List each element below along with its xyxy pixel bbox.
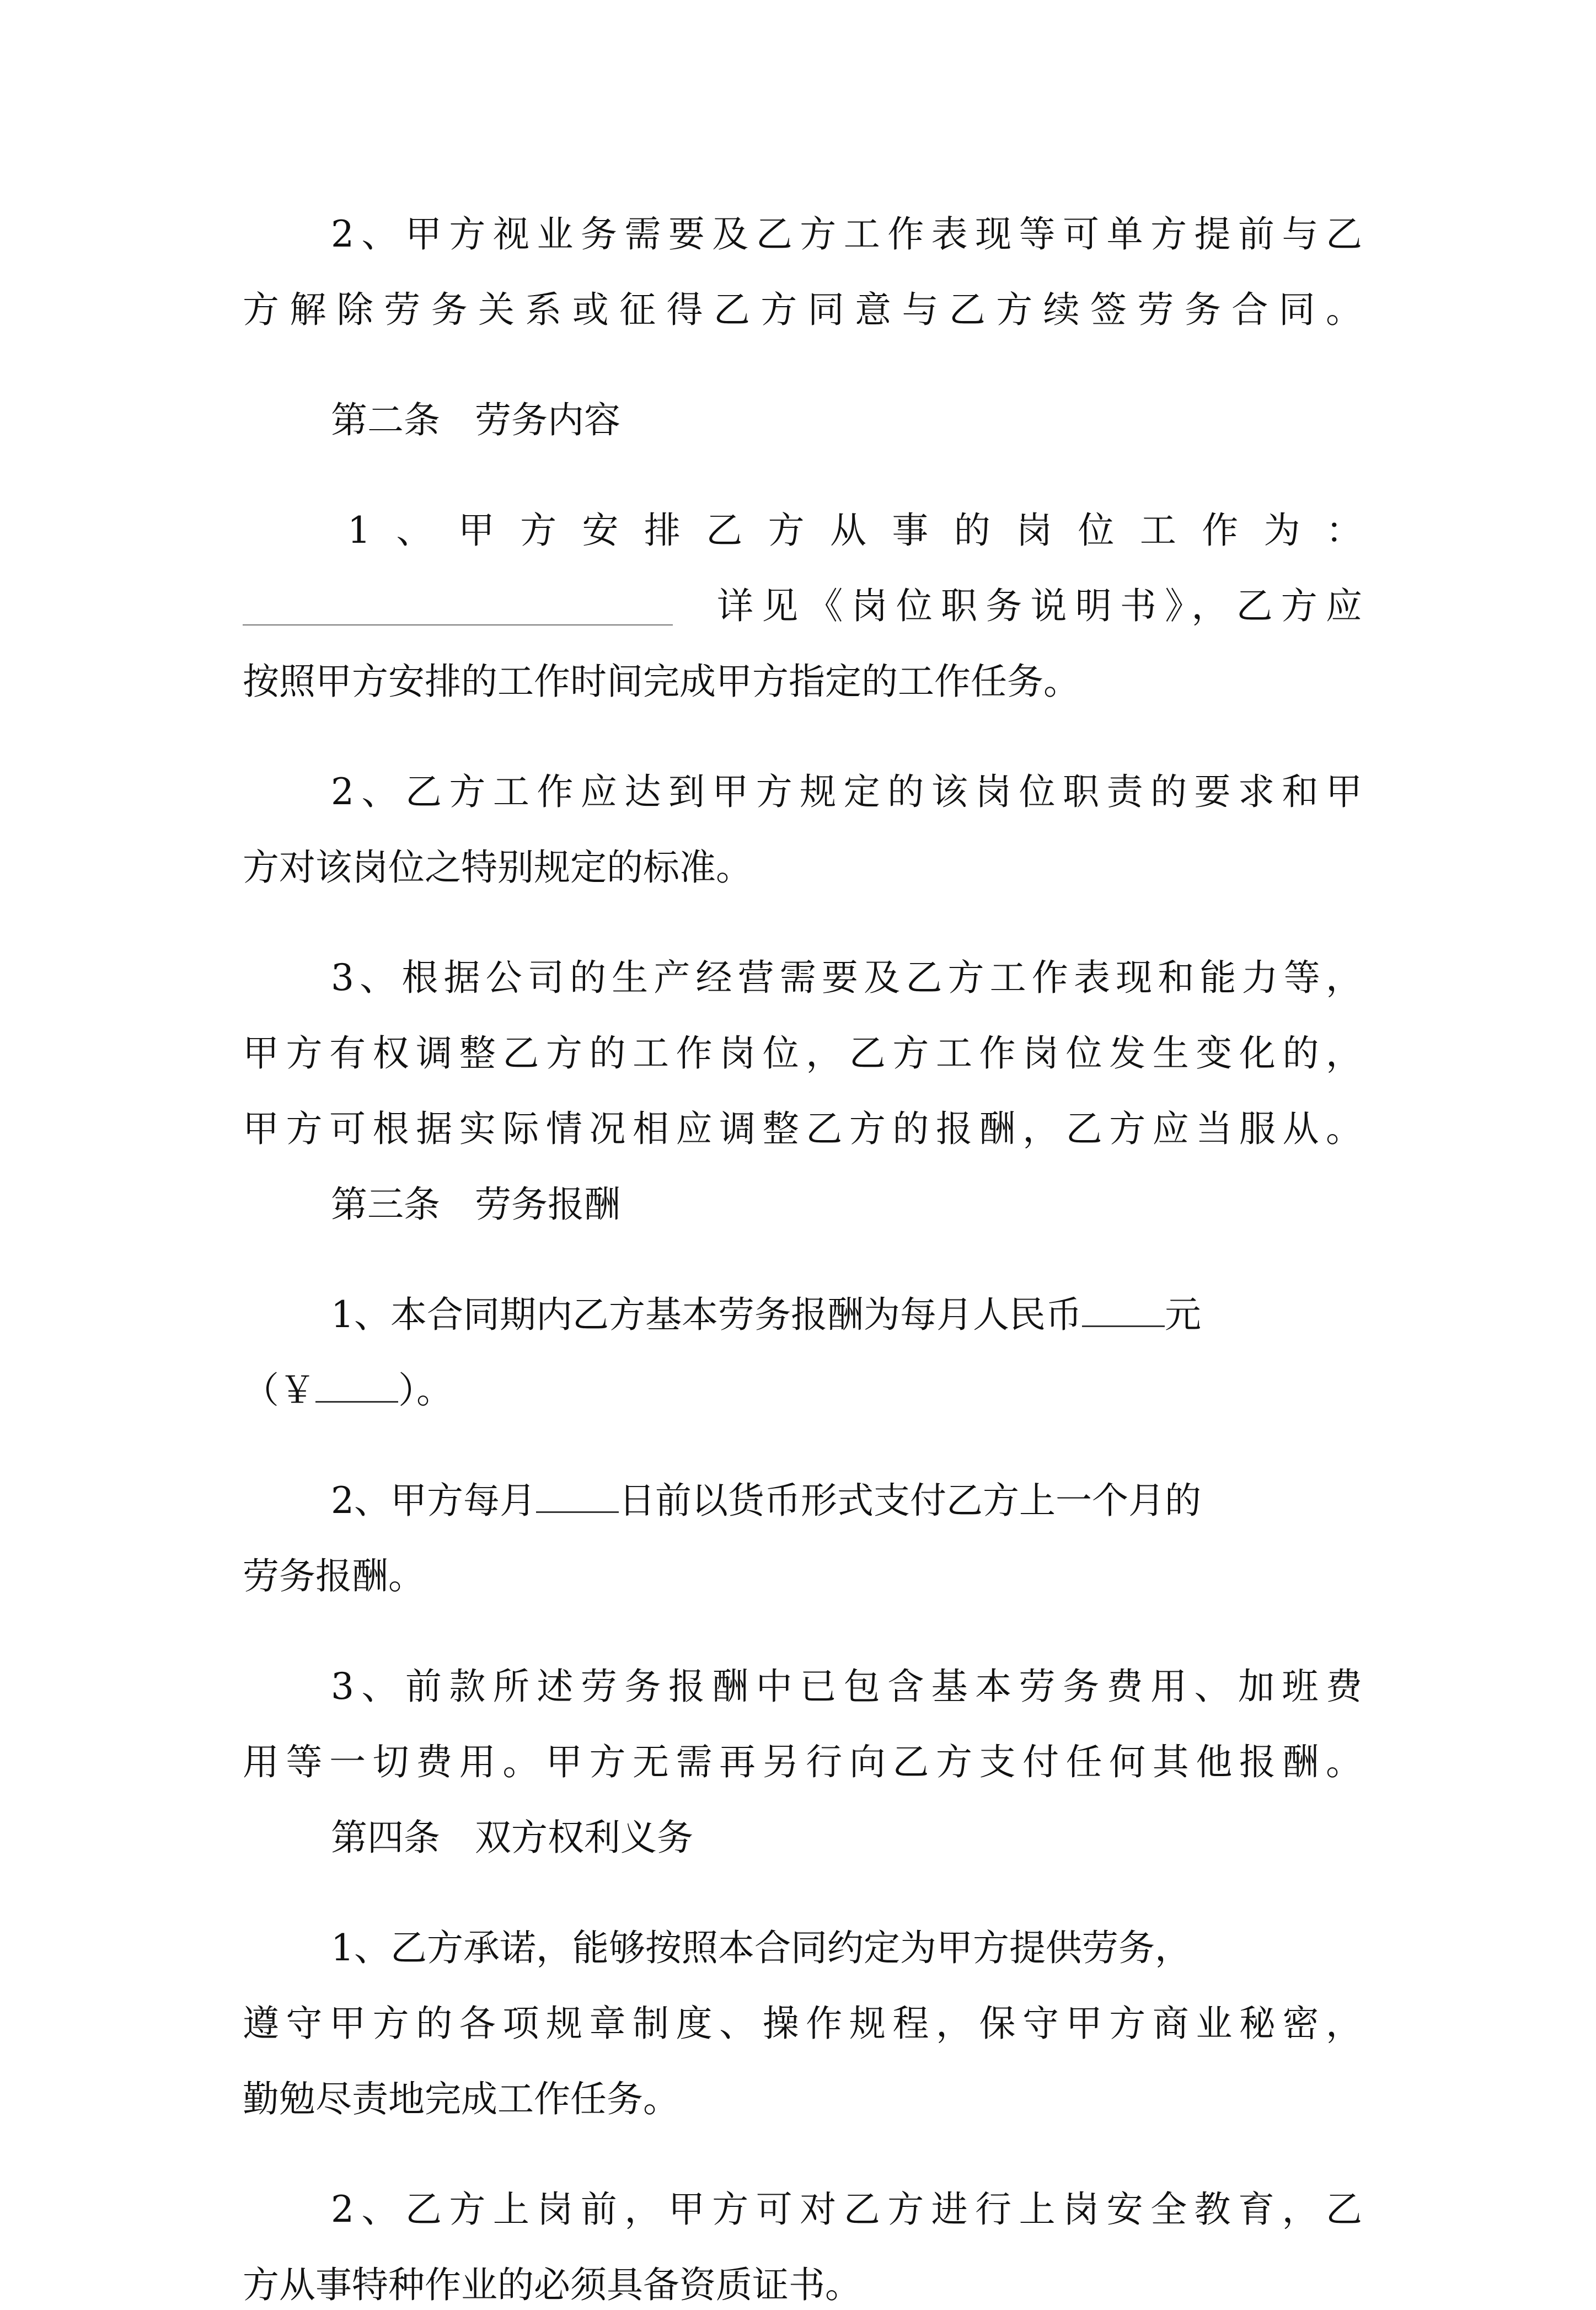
article2-item1-line2-text: 详见《岗位职务说明书》，乙方应 [717, 585, 1362, 627]
article2-item2-line1: 2、乙方工作应达到甲方规定的该岗位职责的要求和甲 [331, 771, 1362, 813]
p1-line1: 2、甲方视业务需要及乙方工作表现等可单方提前与乙 [331, 213, 1362, 255]
article3-item1-text-d: ）。 [398, 1369, 453, 1411]
article2-item3-line2: 甲方有权调整乙方的工作岗位，乙方工作岗位发生变化的， [243, 1032, 1362, 1074]
article3-item3-line1: 3、前款所述劳务报酬中已包含基本劳务费用、加班费 [331, 1665, 1362, 1708]
article3-item1-text-b: 元 [1165, 1293, 1201, 1336]
article3-item2-text-b: 日前以货币形式支付乙方上一个月的 [619, 1479, 1201, 1522]
article4-heading: 第四条 双方权利义务 [331, 1816, 693, 1859]
article3-item2-text-a: 2、甲方每月 [331, 1479, 536, 1522]
article3-item3-line2: 用等一切费用。甲方无需再另行向乙方支付任何其他报酬。 [243, 1741, 1362, 1783]
article3-item1-text-c: （￥ [243, 1369, 315, 1411]
article4-item2-line2: 方从事特种作业的必须具备资质证书。 [243, 2264, 861, 2306]
fill-in-blank-pay-day [536, 1478, 619, 1513]
article2-item2-line2: 方对该岗位之特别规定的标准。 [243, 846, 752, 889]
p1-line2: 方解除劳务关系或征得乙方同意与乙方续签劳务合同。 [243, 288, 1362, 331]
article2-item1-line2 [243, 581, 1362, 631]
article4-item2-line1: 2、乙方上岗前，甲方可对乙方进行上岗安全教育，乙 [331, 2188, 1362, 2231]
article2-item3-line3: 甲方可根据实际情况相应调整乙方的报酬，乙方应当服从。 [243, 1108, 1362, 1150]
article4-item1-line3: 勤勉尽责地完成工作任务。 [243, 2078, 679, 2120]
article2-heading: 第二条 劳务内容 [331, 399, 620, 441]
fill-in-blank-position [243, 624, 673, 625]
article4-item1-line2: 遵守甲方的各项规章制度、操作规程，保守甲方商业秘密， [243, 2002, 1362, 2045]
article3-item2-line1 [243, 1476, 1362, 1526]
article2-item1-line3: 按照甲方安排的工作时间完成甲方指定的工作任务。 [243, 660, 1080, 703]
article3-item2-line2: 劳务报酬。 [243, 1555, 425, 1597]
article2-item3-line1: 3、根据公司的生产经营需要及乙方工作表现和能力等， [331, 956, 1362, 999]
document-body [243, 210, 1362, 2310]
fill-in-blank-amount-figure [315, 1368, 398, 1403]
article4-item1-line1: 1、乙方承诺，能够按照本合同约定为甲方提供劳务， [331, 1927, 1191, 1969]
article3-item1-text-a: 1、本合同期内乙方基本劳务报酬为每月人民币 [331, 1293, 1082, 1336]
article2-item1-line1: 1、甲方安排乙方从事的岗位工作为： [347, 509, 1362, 552]
article3-item1-line1 [243, 1290, 1362, 1340]
article3-item1-line2 [243, 1366, 1362, 1415]
fill-in-blank-monthly-amount [1082, 1292, 1165, 1327]
article3-heading: 第三条 劳务报酬 [331, 1183, 620, 1226]
